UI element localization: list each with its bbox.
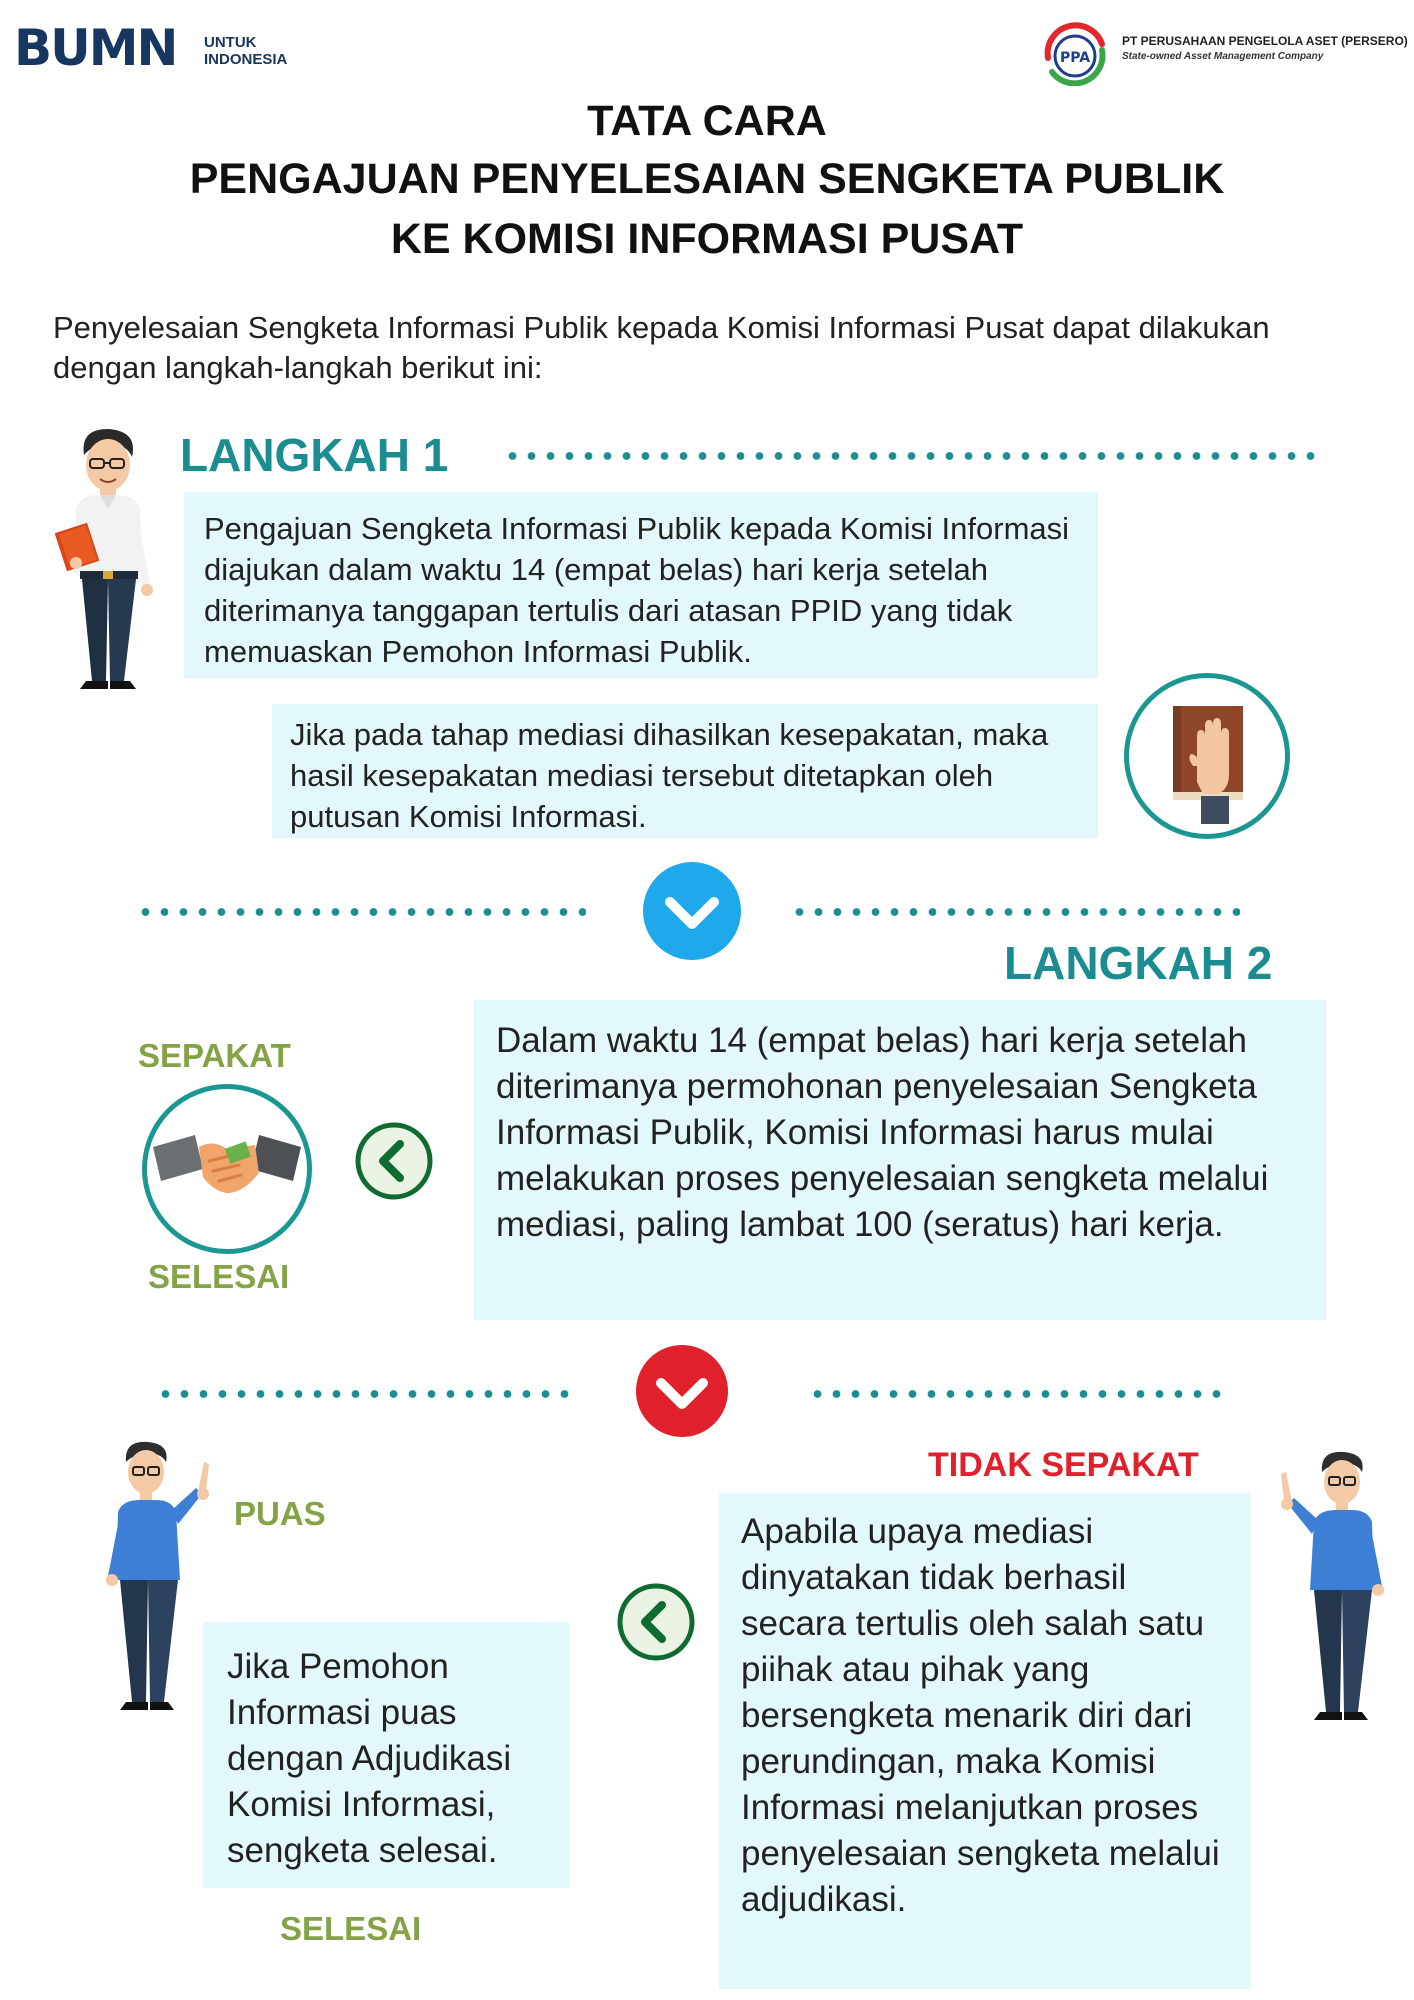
step2-done-label: SELESAI — [148, 1258, 290, 1295]
oath-book-hand-icon — [1124, 673, 1290, 839]
step2-description-text: Dalam waktu 14 (empat belas) hari kerja setelah diterimanya permohonan penyelesaian Sengketa Informasi Publik, Komisi Informasi harus mulai melakukan proses penyelesaian sengketa melalui mediasi, paling lambat 100 (seratus) hari kerja. — [496, 1021, 1269, 1244]
chevron-down-red-icon — [636, 1345, 728, 1437]
satisfied-box — [203, 1622, 569, 1888]
divider-left-1 — [136, 907, 586, 917]
bumn-logo-wordmark: BUMN — [14, 19, 177, 77]
ppa-tagline: State-owned Asset Management Company — [1122, 51, 1324, 62]
disagree-text: Apabila upaya mediasi dinyatakan tidak berhasil secara tertulis oleh salah satu piihak atau pihak yang bersengketa menarik diri dari perundingan, maka Komisi Informasi melanjutkan proses penyelesaian sengketa melalui adjudikasi. — [741, 1512, 1220, 1919]
ppa-emblem-icon — [1040, 20, 1110, 86]
satisfied-text: Jika Pemohon Informasi puas dengan Adjudikasi Komisi Informasi, sengketa selesai. — [227, 1647, 512, 1870]
agree-label: SEPAKAT — [138, 1037, 291, 1074]
step1-description-text: Pengajuan Sengketa Informasi Publik kepada Komisi Informasi diajukan dalam waktu 14 (empat belas) hari kerja setelah diterimanya tanggapan tertulis dari atasan PPID yang tidak memuaskan Pemohon Informasi Publik. — [204, 511, 1070, 669]
svg-text:PPA: PPA — [1059, 50, 1091, 66]
step2-title: LANGKAH 2 — [1004, 937, 1273, 989]
man-pointing-up-left-illustration — [100, 1440, 220, 1715]
disagree-box — [719, 1493, 1251, 1989]
handshake-icon — [142, 1084, 312, 1254]
bumn-logo-subtitle: UNTUK INDONESIA — [204, 34, 288, 68]
step1-mediation-text: Jika pada tahap mediasi dihasilkan kesepakatan, maka hasil kesepakatan mediasi tersebut ditetapkan oleh putusan Komisi Informasi. — [290, 717, 1049, 834]
man-holding-book-illustration — [50, 425, 160, 695]
ppa-company-name: PT PERUSAHAAN PENGELOLA ASET (PERSERO) — [1122, 34, 1408, 48]
intro-paragraph: Penyelesaian Sengketa Informasi Publik kepada Komisi Informasi Pusat dapat dilakukan dengan langkah-langkah berikut ini: — [53, 310, 1270, 385]
man-pointing-up-right-illustration — [1270, 1450, 1390, 1725]
step2-description-box — [474, 1000, 1326, 1320]
chevron-down-icon — [643, 862, 741, 960]
divider-left-2 — [156, 1389, 576, 1399]
step1-mediation-box — [272, 704, 1098, 838]
step1-dotted-divider — [503, 451, 1323, 461]
bumn-logo — [14, 18, 314, 78]
divider-right-1 — [790, 907, 1240, 917]
step1-title: LANGKAH 1 — [180, 429, 449, 481]
ppa-logo — [1040, 20, 1408, 86]
chevron-left-icon-2 — [617, 1583, 695, 1661]
page-title-line1: TATA CARA — [587, 97, 827, 145]
disagree-label: TIDAK SEPAKAT — [928, 1446, 1199, 1484]
page-title-line3: KE KOMISI INFORMASI PUSAT — [390, 215, 1024, 263]
step1-description-box — [184, 492, 1098, 678]
divider-right-2 — [808, 1389, 1228, 1399]
step3-done-label: SELESAI — [280, 1910, 422, 1947]
page-title-line2: PENGAJUAN PENYELESAIAN SENGKETA PUBLIK — [189, 155, 1225, 203]
satisfied-label: PUAS — [234, 1495, 326, 1532]
chevron-left-icon-1 — [355, 1122, 433, 1200]
